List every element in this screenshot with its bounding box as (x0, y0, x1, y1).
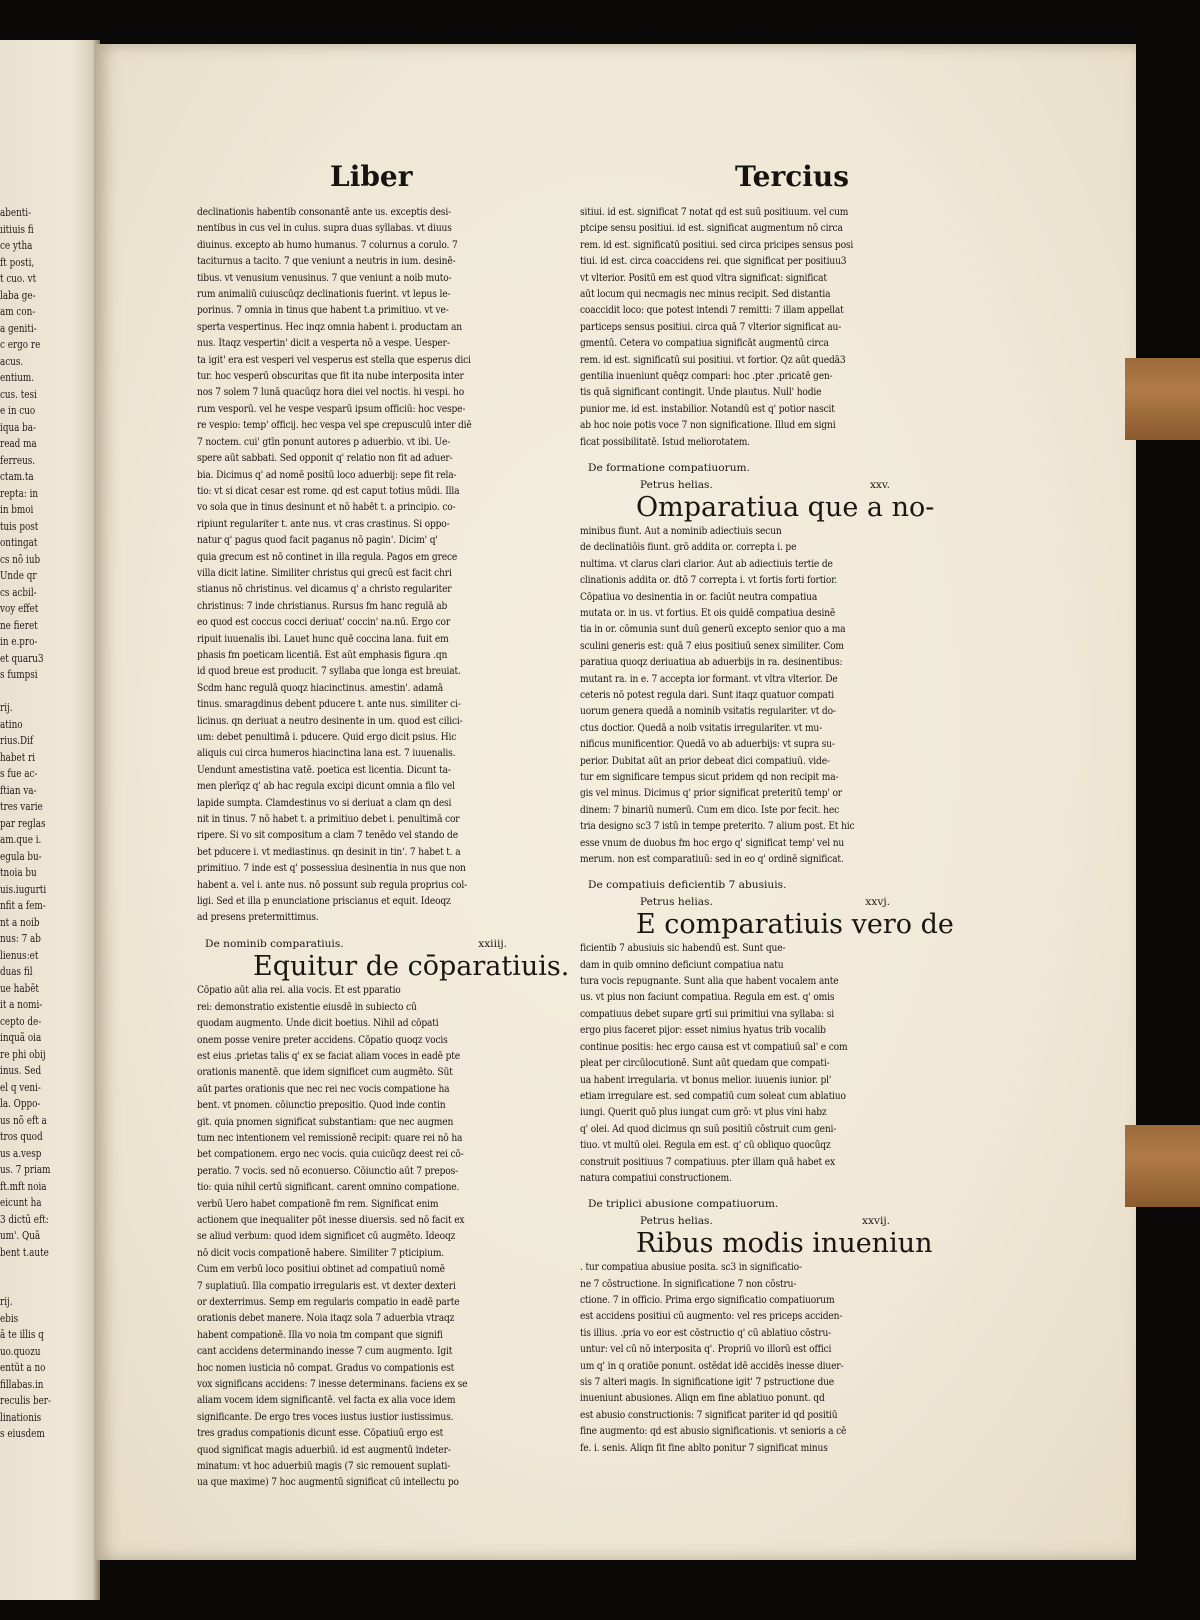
text-line: est accidens positiui cū augmento: vel res priceps acciden- (580, 1310, 843, 1323)
section-title (197, 936, 527, 952)
text-line: ft.mft noia (0, 1179, 47, 1193)
text-line: s fumpsi (0, 668, 38, 681)
text-line: tinus. smaragdinus debent pducere t. ante nus. similiter ci- (197, 698, 461, 711)
text-line: rem. id est. significatū positiui. sed circa pricipes sensus posi (580, 238, 854, 251)
text-line: tibus. vt venusium venusinus. 7 que veniunt a noib muto- (197, 271, 452, 284)
text-line: compatiuus debet supare grtī sui primitiui vna syllaba: si (580, 1007, 835, 1020)
author-name: Petrus helias. (640, 895, 713, 908)
text-line: nultima. vt clarus clari clarior. Aut ab adiectiuis tertie de (580, 557, 833, 570)
leather-strap-bottom (1125, 1125, 1200, 1207)
text-line: peratio. 7 vocis. sed nō econuerso. Cōiunctio aūt 7 prepos- (197, 1164, 459, 1177)
text-line: bia. Dicimus q' ad nomē positū loco aduerbij: sepe fit rela- (197, 468, 457, 481)
text-line: cant accidens determinando inesse 7 cum augmento. Igit (197, 1345, 453, 1358)
text-line: uorum genera quedā a nominib vsitatis regulariter. vt do- (580, 705, 836, 718)
text-line: entüt a no (0, 1361, 46, 1374)
text-line: eicunt ha (0, 1196, 42, 1209)
text-line: ā te illis q (0, 1328, 44, 1341)
text-line: ne 7 cōstructione. In significatione 7 non cōstru- (580, 1277, 797, 1290)
running-head-right: Tercius (735, 160, 849, 193)
text-line: Unde qr (0, 569, 37, 582)
text-line: ue habēt (0, 981, 39, 995)
text-line: fillabas.in (0, 1377, 44, 1391)
text-line: vo sola que in tinus desinunt et nō habēt t. a principio. co- (197, 501, 456, 514)
text-line: acus. (0, 354, 24, 368)
text-line: tis illius. .pria vo eor est cōstructio q' cū ablatiuo cōstru- (580, 1326, 832, 1339)
text-line: natur q' pagus quod facit paganus nō pagin'. Dicim' q' (197, 534, 438, 547)
text-line: nt a noib (0, 915, 40, 929)
section-author (580, 894, 910, 910)
text-line: ua que maxime) 7 hoc augmentū significat cū intellectu po (197, 1476, 459, 1489)
text-line: aūt partes orationis que nec rei nec vocis compatione ha (197, 1082, 450, 1095)
chapter-number: xxiiij. (478, 937, 507, 950)
text-line: quodam augmento. Unde dicit boetius. Nihil ad cōpati (197, 1017, 439, 1030)
text-line: egula bu- (0, 849, 42, 863)
text-line: inus. Sed (0, 1064, 42, 1077)
text-line: re vespio: temp' officij. hec vespa vel spe crepusculū inter diē (197, 419, 472, 432)
text-line: hoc nomen iusticia nō compat. Gradus vo compationis est (197, 1361, 455, 1374)
text-line: iungi. Querit quō plus iungat cum grō: vt plus vini habz (580, 1106, 827, 1119)
text-line: verbū Uero habet compationē fm rem. Significat enim (197, 1197, 439, 1210)
text-line: perior. Dubitat aūt an prior debeat dici compatiuū. vide- (580, 754, 830, 767)
chapter-section (580, 1196, 933, 1456)
text-line: lienus:et (0, 948, 39, 962)
text-line: cs acbil- (0, 585, 37, 599)
text-line: sculini generis est: quā 7 eius positiuū senex similiter. Com (580, 639, 844, 652)
text-line: phasis fm poeticam licentiā. Est aūt emphasis figura .qn (197, 648, 448, 661)
text-line: orationis manentē. que idem significet cum augmēto. Sūt (197, 1066, 453, 1079)
text-line: nus. Itaqz vespertin' dicit a vesperta nō a vespe. Uesper- (197, 337, 450, 350)
text-line: us. 7 priam (0, 1163, 51, 1176)
text-line: christinus: 7 inde christianus. Rursus fm hanc regulā ab (197, 599, 448, 612)
left-text-column (197, 204, 570, 1491)
text-line: tres gradus compationis dicunt esse. Cōpatiuū ergo est (197, 1427, 444, 1440)
text-line: quia grecum est nō continet in illa regula. Pagos em grece (197, 550, 458, 563)
text-line: mutata or. in us. vt fortius. Et ois quidē compatiua desinē (580, 606, 836, 619)
text-line: um: debet penultimā i. pducere. Quid ergo dicit psius. Hic (197, 731, 457, 743)
text-line: ficientib 7 abusiuis sic habendū est. Sunt que- (580, 942, 786, 955)
text-line: construit positiuus 7 compatiuus. pter illam quā habet ex (580, 1155, 835, 1168)
text-line: in bmoi (0, 503, 34, 516)
section-title (580, 1196, 910, 1212)
section-title-text: De nominib comparatiuis. (205, 937, 344, 950)
text-line: s fue ac- (0, 767, 38, 780)
text-line: tnoia bu (0, 866, 37, 879)
text-line: rem. id est. significatū sui positiui. vt fortior. Qz aūt quedā3 (580, 353, 846, 366)
text-line: entium. (0, 371, 35, 384)
text-line: 3 dictū eft: (0, 1212, 49, 1226)
text-line: tros quod (0, 1130, 43, 1143)
text-line: nus: 7 ab (0, 932, 41, 945)
chapter-number: xxv. (869, 478, 890, 491)
chapter-number: xxvij. (862, 1214, 890, 1227)
text-line: quod significat magis aduerbiū. id est augmentū indeter- (197, 1443, 451, 1456)
text-line: fine augmento: qd est abusio significationis. vt senioris a cē (580, 1425, 847, 1438)
text-line: us a.vesp (0, 1146, 42, 1160)
text-line: rum animaliū cuiuscūqz declinationis fuerint. vt lepus le- (197, 288, 451, 301)
text-line: ta igit' era est vesperi vel vesperus est stella que esperus dici (197, 353, 471, 366)
text-line: declinationis habentib consonantē ante us. exceptis desi- (197, 206, 451, 218)
text-line: natura compatiui constructionem. (580, 1171, 732, 1184)
text-line: abenti- (0, 206, 32, 219)
text-line: ua habent irregularia. vt bonus melior. iuuenis iunior. pl' (580, 1073, 832, 1086)
text-line: Uendunt amestistina vatē. poetica est licentia. Dicunt ta- (197, 763, 451, 776)
text-line: sperta vespertinus. Hec inqz omnia habent i. productam an (197, 320, 462, 333)
text-line: est abusio constructionis: 7 significat pariter id qd positiū (580, 1408, 838, 1421)
chapter-section (197, 936, 570, 1491)
text-line: vt vlterior. Positū em est quod vltra significat: significat (580, 271, 827, 284)
text-line: rij. (0, 701, 13, 714)
text-line: linationis (0, 1410, 42, 1424)
text-line: ftian va- (0, 783, 37, 797)
text-line: el q veni- (0, 1080, 41, 1094)
section-title-text: De formatione compatiuorum. (588, 462, 750, 475)
text-line: ripiunt regulariter t. ante nus. vt cras crastinus. Si oppo- (197, 517, 450, 530)
text-line: s eiusdem (0, 1427, 45, 1440)
section-incipit: Equitur de cōparatiuis. (253, 951, 570, 983)
text-line: tuis post (0, 519, 39, 533)
text-line: ptcipe sensu positiui. id est. significat augmentum nō circa (580, 222, 843, 235)
text-line: ligi. Sed et illa p enunciatione priscianus et equit. Ideoqz (197, 895, 451, 908)
text-line: or dexterrimus. Semp em regularis compatio in eadē parte (197, 1296, 460, 1308)
text-line: ctione. 7 in officio. Prima ergo significatio compatiuorum (580, 1293, 835, 1306)
text-line: mutant ra. in e. 7 accepta ior formant. vt vltra vlterior. De (580, 672, 838, 685)
leather-strap-top (1125, 358, 1200, 440)
text-line: licinus. qn deriuat a neutro desinente in um. quod est cilici- (197, 714, 463, 727)
author-name: Petrus helias. (640, 478, 713, 491)
text-line: se aliud verbum: quod idem significet cū augmēto. Ideoqz (197, 1230, 456, 1243)
text-line: vox significans accidens: 7 inesse determinans. faciens ex se (197, 1378, 468, 1391)
text-line: bent t.aute (0, 1245, 49, 1259)
text-line: ce ytha (0, 239, 33, 252)
text-line: am.que i. (0, 833, 42, 846)
text-line: habent a. vel i. ante nus. nō possunt sub regula proprius col- (197, 878, 467, 891)
section-title (580, 877, 910, 893)
text-line: nō dicit vocis compationē habere. Similiter 7 pticipium. (197, 1246, 445, 1259)
text-line: bet pducere i. vt mediastinus. qn desinit in tin'. 7 habet t. a (197, 845, 461, 858)
text-line: significante. De ergo tres voces iustus iustior iustissimus. (197, 1410, 454, 1423)
text-line: tio: vt si dicat cesar est rome. qd est caput totius mūdi. Illa (197, 484, 460, 497)
text-line: tiui. id est. circa coaccidens rei. que significat per positiuu3 (580, 255, 847, 268)
text-line: us. vt pius non faciunt compatiua. Regula em est. q' omis (580, 991, 835, 1004)
text-line: aliam vocem idem significantē. vel facta ex alia voce idem (197, 1394, 456, 1407)
text-line: ergo pius faceret pijor: esset nimius hyatus trib vocalib (580, 1024, 826, 1037)
section-title (580, 460, 910, 476)
text-line: inquã oia (0, 1031, 42, 1044)
text-line: stianus nō christinus. vel dicamus q' a christo regulariter (197, 583, 452, 596)
text-line: read ma (0, 437, 37, 450)
text-line: . tur compatiua abusiue posita. sc3 in significatio- (580, 1261, 802, 1274)
text-line: ontingat (0, 536, 38, 549)
text-line: ab hoc noie potis voce 7 non significatione. Illud em signi (580, 419, 836, 432)
text-line: duas fil (0, 965, 33, 978)
text-line: tura vocis repugnante. Sunt alia que habent vocalem ante (580, 975, 839, 988)
text-line: clinationis addita or. dtō 7 correpta i. vt fortis forti fortior. (580, 574, 838, 587)
text-line: la. Oppo- (0, 1097, 41, 1110)
text-line: tur. hoc vesperū obscuritas que fit ita nube interposita inter (197, 370, 464, 383)
text-line: ripere. Si vo sit compositum a clam 7 tenēdo vel stando de (197, 829, 458, 842)
text-line: Cōpatiua vo desinentia in or. faciūt neutra compatiua (580, 590, 818, 603)
text-line: Cum em verbū loco positiui obtinet ad compatiuū nomē (197, 1263, 445, 1276)
text-line: gentilia inueniunt quēqz compari: hoc .pter .pricatē gen- (580, 370, 833, 383)
text-line: bet compationem. ergo nec vocis. quia cuicūqz deest rei cō- (197, 1148, 464, 1161)
text-line: Cōpatio aūt alia rei. alia vocis. Et est pparatio (197, 984, 401, 997)
section-author (580, 1213, 910, 1229)
text-line: tur em significare tempus sicut pridem qd non recipit ma- (580, 771, 839, 783)
text-line: ıitiuis fi (0, 222, 34, 236)
text-line: bent. vt pnomen. cōiunctio prepositio. Quod inde contin (197, 1099, 446, 1112)
text-line: aūt locum qui necmagis nec minus recipit. Sed distantia (580, 288, 831, 301)
text-line: tis quā significant contingit. Unde plautus. Null' hodie (580, 386, 822, 399)
text-line: taciturnus a tacito. 7 que veniunt a neutris in ium. desinē- (197, 255, 456, 268)
text-line: nificus munificentior. Quedā vo ab aduerbijs: vt supra su- (580, 738, 835, 751)
text-line: tum nec intentionem vel remissionē recipit: quare rei nō ha (197, 1131, 463, 1144)
text-line: dinem: 7 binariū numerū. Cum em dico. Iste por fecit. hec (580, 803, 840, 816)
text-line: habet ri (0, 750, 36, 764)
text-line: minatum: vt hoc aduerbiū magis (7 sic remouent suplati- (197, 1460, 451, 1473)
text-line: atino (0, 717, 23, 731)
author-name: Petrus helias. (640, 1214, 713, 1227)
text-line: id quod breue est producit. 7 syllaba que longa est breuiat. (197, 665, 461, 678)
text-line: actionem que inequaliter pōt inesse diuersis. sed nō facit ex (197, 1213, 465, 1226)
text-line: reculis ber- (0, 1394, 51, 1407)
text-line: aliquis cui circa humeros hiacinctina lana est. 7 iuuenalis. (197, 747, 456, 760)
text-line: habent compationē. Illa vo noia tm compant que signifi (197, 1328, 443, 1341)
text-line: re phi obij (0, 1047, 46, 1061)
text-line: diuinus. excepto ab humo humanus. 7 colurnus a corulo. 7 (197, 238, 458, 251)
text-line: it a nomi- (0, 998, 43, 1011)
text-line: de declinatiōis fiunt. grō addita or. correpta i. pe (580, 541, 797, 554)
text-line: ferreus. (0, 453, 36, 467)
section-incipit: Ribus modis inueniun (636, 1228, 933, 1260)
running-head-left: Liber (330, 160, 413, 193)
chapter-section (580, 460, 935, 867)
text-line: sis 7 alteri magis. In significatione igit' 7 pstructione due (580, 1376, 835, 1388)
text-line: e in cuo (0, 404, 36, 417)
text-line: esse vnum de duobus fm hoc ergo q' significat temp' vel nu (580, 836, 845, 849)
text-line: ripuit iuuenalis ibi. Lauet hunc quē coccina lana. fuit em (197, 632, 449, 645)
text-line: ft posti, (0, 255, 35, 269)
text-line: tria designo sc3 7 istū in tempe preterito. 7 alium post. Et hic (580, 820, 855, 833)
text-line: nit in tinus. 7 nō habet t. a primitiuo debet i. penultimā cor (197, 813, 460, 826)
text-line: t cuo. vt (0, 272, 37, 285)
text-line: tres varie (0, 800, 43, 813)
text-line: ficat possibilitatē. Istud meliorotatem. (580, 435, 750, 448)
text-line: et quaru3 (0, 651, 44, 665)
text-line: est eius .prietas talis q' ex se faciat aliam voces in eadē pte (197, 1049, 460, 1062)
text-line: q' olei. Ad quod dicimus qn suū positiū cōstruit cum geni- (580, 1122, 837, 1135)
text-line: git. quia pnomen significat substantiam: que nec augmen (197, 1115, 454, 1128)
text-line: untur: vel cū nō interposita q'. Propriū vo illorū est offici (580, 1343, 832, 1356)
text-line: dam in quib omnino deficiunt compatiua natu (580, 958, 784, 971)
text-line: inueniunt abusiones. Aliqn em fine ablatiuo ponunt. qd (580, 1392, 825, 1405)
text-line: Scdm hanc regulā quoqz hiacinctinus. amestin'. adamā (197, 681, 443, 694)
text-line: ctam.ta (0, 470, 34, 483)
text-line: lapide sumpta. Clamdestinus vo si deriuat a clam qn desi (197, 796, 452, 809)
left-facing-page (0, 40, 100, 1600)
text-line: rum vesporū. vel he vespe vesparū ipsum officiū: hoc vespe- (197, 402, 466, 415)
text-line: ctus doctior. Quedā a noib vsitatis irregulariter. vt mu- (580, 721, 823, 734)
text-line: um'. Quā (0, 1229, 41, 1242)
text-line: fe. i. senis. Aliqn fit fine ablto ponitur 7 significat minus (580, 1441, 828, 1454)
text-line: continue positis: hec ergo causa est vt compatiuū sal' e com (580, 1040, 848, 1053)
text-line: rei: demonstratio existentie eiusdē in subiecto cū (197, 1000, 417, 1013)
text-line: par reglas (0, 816, 46, 830)
text-line: gmentū. Cetera vo compatiua significāt augmentū circa (580, 337, 829, 350)
text-line: ne fieret (0, 618, 38, 632)
text-line: etiam irregulare est. sed compatiū cum soleat cum ablatiuo (580, 1089, 846, 1102)
text-line: rius.Dif (0, 734, 34, 747)
text-line: nos 7 solem 7 lunā quacūqz hora diei vel noctis. hi vespi. ho (197, 386, 465, 399)
section-author (580, 477, 910, 493)
text-line: us nõ eft a (0, 1113, 47, 1127)
text-line: orationis debet manere. Noia itaqz sola 7 aduerbia vtraqz (197, 1312, 455, 1325)
text-line: villa dicit latine. Similiter christus qui grecū est facit chri (197, 566, 452, 579)
text-line: c ergo re (0, 338, 41, 351)
text-line: paratiua quoqz deriuatiua ab aduerbijs in ra. desinentibus: (580, 656, 843, 669)
text-line: voy effet (0, 602, 39, 615)
right-text-column (580, 204, 954, 1456)
text-line: nfit a fem- (0, 899, 46, 912)
text-line: repta: in (0, 486, 39, 500)
text-line: laba ge- (0, 288, 36, 302)
text-line: particeps sensus positiui. circa quā 7 vlterior significat au- (580, 320, 842, 333)
text-line: nentibus in cus vel in culus. supra duas syllabas. vt diuus (197, 222, 452, 235)
text-line: primitiuo. 7 inde est q' possessiua desinentia in nus que non (197, 862, 466, 875)
text-line: um q' in q oratiōe ponunt. ostēdat idē accidēs inesse diuer- (580, 1359, 844, 1372)
text-line: tia in or. cōmunia sunt duū generū excepto senior quo a ma (580, 623, 846, 636)
text-line: pleat per circūlocutionē. Sunt aūt quedam que compati- (580, 1057, 830, 1070)
text-line: punior me. id est. instabilior. Notandū est q' potior nascit (580, 402, 835, 415)
text-line: cs nõ iub (0, 552, 41, 566)
text-line: in e.pro- (0, 635, 38, 648)
text-line: a geniti- (0, 321, 37, 335)
chapter-number: xxvj. (865, 895, 890, 908)
text-line: ceteris nō potest regula dari. Sunt itaqz quatuor compati (580, 688, 834, 701)
text-line: tiuo. vt multū olei. Regula em est. q' cū obliquo quocūqz (580, 1139, 831, 1152)
text-line: cepto de- (0, 1014, 42, 1028)
text-line: gis vel minus. Dicimus q' prior significat preteritū temp' or (580, 787, 842, 800)
text-line: iqua ba- (0, 420, 37, 434)
text-line: 7 noctem. cui' gtīn ponunt autores p aduerbio. vt ibi. Ue- (197, 435, 451, 448)
text-line: am con- (0, 305, 36, 318)
text-line: cus. tesi (0, 387, 37, 401)
text-line: eo quod est coccus cocci deriuat' coccin' na.nū. Ergo cor (197, 616, 451, 629)
section-incipit: Omparatiua que a no- (636, 491, 935, 523)
text-line: merum. non est comparatiuū: sed in eo q' ordinē significat. (580, 853, 844, 866)
text-line: ad presens pretermittimus. (197, 911, 319, 924)
text-line: onem posse venire preter accidens. Cōpatio quoqz vocis (197, 1033, 448, 1046)
text-line: coaccidit loco: que potest intendi 7 remitti: 7 illam appellat (580, 304, 844, 317)
text-line: porinus. 7 omnia in tinus que habent t.a primitiuo. vt ve- (197, 304, 449, 317)
section-title-text: De triplici abusione compatiuorum. (588, 1198, 779, 1211)
text-line: spere aūt sabbati. Sed opponit q' relatio non fit ad aduer- (197, 452, 453, 465)
text-line: minibus fiunt. Aut a nominib adiectiuis secun (580, 524, 782, 537)
text-line: ebis (0, 1311, 19, 1325)
text-line: tio: quia nihil certū significant. carent omnino compatione. (197, 1181, 460, 1194)
text-line: men plerīqz q' ab hac regula excipi dicunt omnia a filo vel (197, 780, 455, 793)
text-line: 7 suplatiuū. Illa compatio irregularis est. vt dexter dexteri (197, 1279, 456, 1292)
text-line: rij. (0, 1295, 13, 1308)
section-title-text: De compatiuis deficientib 7 abusiuis. (588, 879, 787, 892)
chapter-section (580, 877, 954, 1186)
section-incipit: E comparatiuis vero de (636, 909, 954, 941)
text-line: uo.quozu (0, 1344, 41, 1358)
text-line: sitiui. id est. significat 7 notat qd est suū positiuum. vel cum (580, 206, 849, 218)
text-line: uis.iugurti (0, 882, 47, 896)
